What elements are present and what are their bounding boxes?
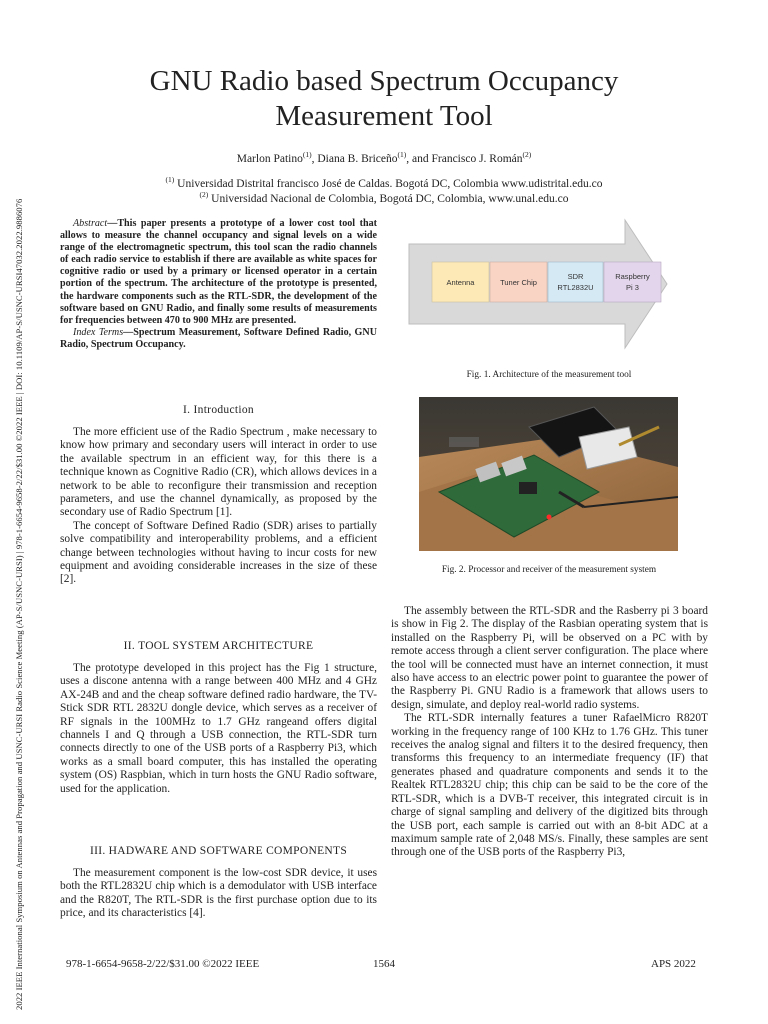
affiliation-1-sup: (1): [165, 175, 175, 184]
section-1-paragraph-2: The concept of Software Defined Radio (SDR) arises to partially solve compatibility and interoperability problems, and a efficient change between technologies without having to incur costs for new equipment and avoiding considerable increases in the size of these [2].: [60, 519, 377, 586]
section-2-body: [60, 662, 377, 796]
block-raspberry-pi: [604, 262, 661, 302]
author-3: , and Francisco J. Román: [406, 152, 523, 165]
footer-conference: APS 2022: [651, 958, 696, 970]
block-rpi-label-1: Raspberry: [615, 272, 650, 281]
abstract-text: —This paper presents a prototype of a lower cost tool that allows to measure the channel occupancy and signal levels on a wide range of the electromagnetic spectrum, this tool scan the radio channels of each radio service to establish if there are available as white spaces for cognitive radio or used by a primary or licensed operator in a certain portion of the spectrum. The architecture of the prototype is presented, the hardware components such as the RTL-SDR, the development of the software based on GNU Radio, and finally some results of measurements for frequencies between 470 to 900 MHz are presented.: [60, 218, 377, 326]
author-2-sup: (1): [397, 150, 407, 159]
right-column-body: [391, 605, 708, 860]
block-sdr: [548, 262, 603, 302]
affiliation-1-text: Universidad Distrital francisco José de Caldas. Bogotá DC, Colombia www.udistrital.edu.co: [174, 177, 603, 190]
section-3-body: [60, 867, 377, 921]
affiliation-2: [70, 190, 698, 205]
affiliation-1: [70, 175, 698, 190]
footer-page-number: 1564: [373, 958, 395, 970]
section-3-paragraph-1: The measurement component is the low-cost SDR device, it uses both the RTL2832U chip which is a demodulator with USB interface and the R820T, The RTL-SDR is the first purchase option due to its price, and its characteristics [4].: [60, 867, 377, 920]
index-terms-text: —Spectrum Measurement, Software Defined Radio, GNU Radio, Spectrum Occupancy.: [60, 326, 377, 350]
section-2-heading: II. TOOL SYSTEM ARCHITECTURE: [123, 640, 314, 652]
footer-copyright: 978-1-6654-9658-2/22/$31.00 ©2022 IEEE: [66, 958, 260, 970]
figure-2-caption: Fig. 2. Processor and receiver of the measurement system: [441, 565, 657, 575]
index-terms-label: Index Terms: [73, 326, 124, 338]
section-3-heading: III. HADWARE AND SOFTWARE COMPONENTS: [89, 845, 348, 857]
block-tuner-label: Tuner Chip: [500, 278, 537, 287]
author-1-sup: (1): [302, 150, 312, 159]
author-1: Marlon Patino: [236, 152, 303, 165]
paper-title: [70, 64, 698, 134]
sidebar-citation: [0, 0, 28, 1024]
block-sdr-label-1: SDR: [567, 272, 584, 281]
led-indicator: [547, 515, 552, 520]
authors: [70, 150, 698, 165]
architecture-arrow-diagram: [405, 218, 670, 350]
title-line-1: GNU Radio based Spectrum Occupancy: [149, 65, 619, 97]
right-paragraph-2: The RTL-SDR internally features a tuner RafaelMicro R820T working in the frequency range of 100 KHz to 1.76 GHz. This tuner receives the analog signal and filters it to the desired frequency, then transforms this frequency to an intermediate frequency (IF) that generates phased and quadrature components and sends it to the Realtek RTL2832U chip; this chip can be said to be the core of the RTL-SDR, which is a DVB-T receiver, this integrated circuit is in charge of signal sampling and delivery of the digitized bits through the USB port, each sample is carried out with an 8-bit ADC at a maximum sample rate of 2,048 MS/s. Finally, these samples are sent through one of the USB ports of the Raspberry Pi3,: [391, 712, 708, 859]
block-sdr-label-2: RTL2832U: [557, 283, 594, 292]
section-1-body: [60, 426, 377, 587]
figure-1-caption: Fig. 1. Architecture of the measurement tool: [466, 370, 632, 380]
sidebar-citation-text: 2022 IEEE International Symposium on Antennas and Propagation and USNC-URSI Radio Science Meeting (AP-S/USNC-URSI) | 978-1-6654-9658-2/22/$31.00 ©2022 IEEE | DOI: 10.1109/AP-S/USNC-URSI47032.2022.9886076: [14, 198, 24, 1010]
section-2-paragraph-1: The prototype developed in this project has the Fig 1 structure, uses a discone antenna with a range between 400 MHz and 4 GHz AX-24B and and the cheap software defined radio hardware, the TV-Stick SDR RTL 2832U dongle device, which serves as a receiver of RF signals in the 100MHz to 1.7 GHz rangeand offers digital channels I and Q through a USB connection, the RTL-SDR turn connects directly to one of the USB ports of a Raspberry Pi3, which works as a small board computer, this has installed the operating system (OS) Raspbian, which in turn hosts the GNU Radio software, used for the application.: [60, 662, 377, 795]
affiliation-2-sup: (2): [199, 190, 209, 199]
right-paragraph-1: The assembly between the RTL-SDR and the Rasberry pi 3 board is show in Fig 2. The display of the Rasbian operating system that is installed on the Raspberry Pi, will be observed on a PC with by remote access through a client server configuration. The place where the tool will be connected must have an internet connection, it must also have access to an electric power point to guarantee the power of the Raspberry Pi. GNU Radio is a framework that allows users to design, simulate, and deploy real-world radio systems.: [391, 605, 708, 711]
author-3-sup: (2): [522, 150, 532, 159]
abstract: [60, 218, 377, 351]
figure-1-diagram: [405, 218, 670, 350]
title-line-2: Measurement Tool: [275, 100, 493, 132]
affiliation-2-text: Universidad Nacional de Colombia, Bogotá DC, Colombia, www.unal.edu.co: [208, 192, 569, 205]
block-rpi-label-2: Pi 3: [626, 283, 639, 292]
block-antenna-label: Antenna: [446, 278, 475, 287]
hardware-photo: [419, 397, 678, 551]
abstract-label: Abstract: [73, 218, 108, 229]
author-2: , Diana B. Briceño: [311, 152, 398, 165]
section-1-paragraph-1: The more efficient use of the Radio Spectrum , make necessary to know how primary and secondary users will interact in order to use the available spectrum in an efficient way, for this there is a technique known as Cognitive Radio (CR), which allows devices in a network to be able to reconfigure their transmission and reception parameters, and use the channel dynamically, as proposed by the secondary use of Radio Spectrum [1].: [60, 426, 377, 519]
figure-2-photo: [419, 397, 678, 551]
section-1-heading: I. Introduction: [183, 404, 254, 416]
